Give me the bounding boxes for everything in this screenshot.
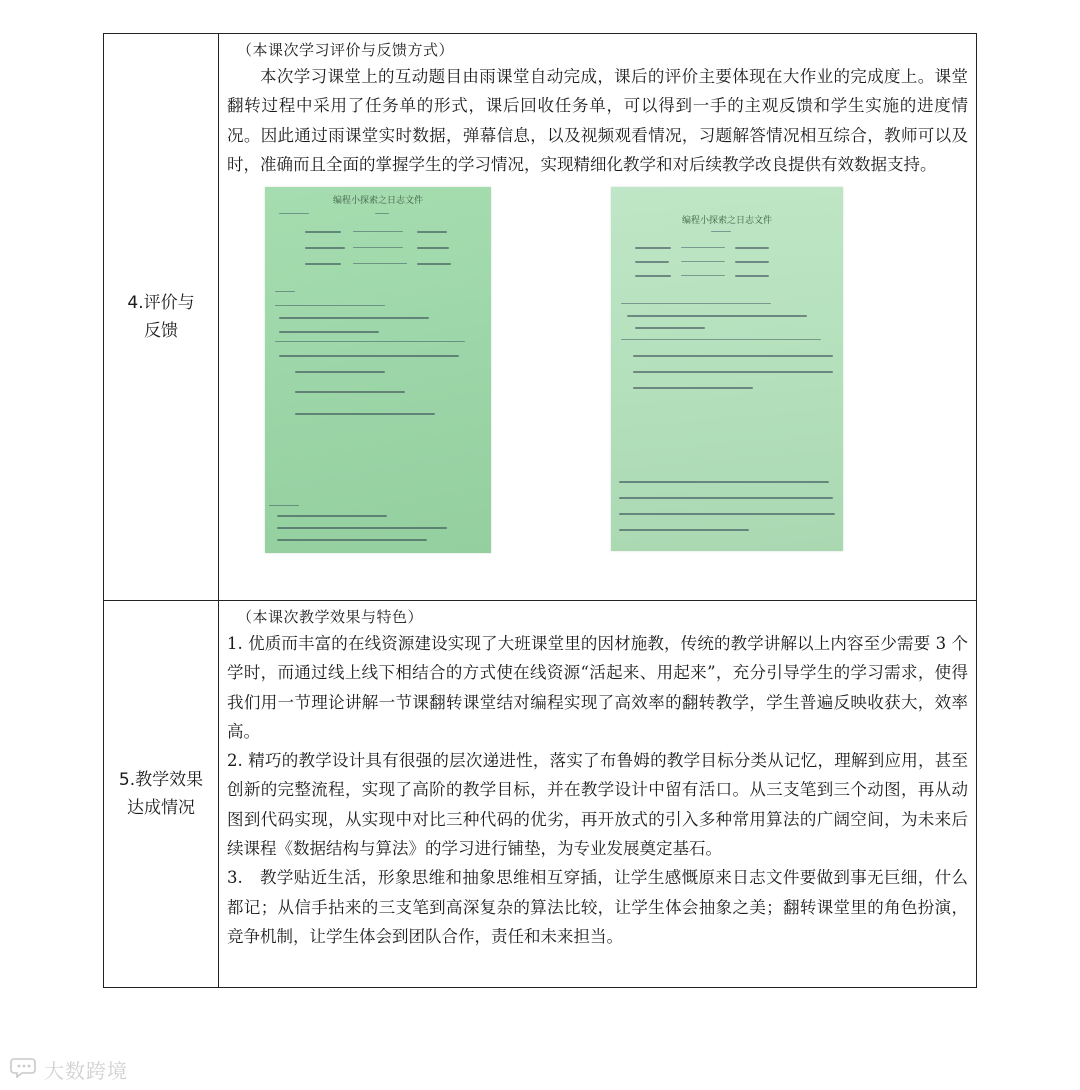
task-sheet-photo-left [265,187,491,553]
teaching-effect-point-2: 2. 精巧的教学设计具有很强的层次递进性，落实了布鲁姆的教学目标分类从记忆，理解到应用，甚至创新的完整流程，实现了高阶的教学目标，并在教学设计中留有活口。从三支笔到三个动图，再从动图到代码实现，从实现中对比三种代码的优劣，再开放式的引入多种常用算法的广阔空间，为未来后续课程《数据结构与算法》的学习进行铺垫，为专业发展奠定基石。 [227,751,968,859]
teaching-effect-label-line1: 5.教学效果 [118,770,204,790]
document-table [103,33,977,988]
evaluation-label-cell [104,34,219,601]
task-sheet-photo-right [611,187,843,551]
evaluation-row [104,34,977,601]
chat-bubble-logo-icon [10,1056,40,1083]
teaching-effect-heading: （本课次教学效果与特色） [237,608,424,626]
evaluation-paragraph: 本次学习课堂上的互动题目由雨课堂自动完成，课后的评价主要体现在大作业的完成度上。课堂翻转过程中采用了任务单的形式，课后回收任务单，可以得到一手的主观反馈和学生实施的进度情况。因此通过雨课堂实时数据，弹幕信息，以及视频观看情况，习题解答情况相互综合，教师可以及时，准确而且全面的掌握学生的学习情况，实现精细化教学和对后续教学改良提供有效数据支持。 [227,67,968,174]
evaluation-label-line1: 4.评价与 [127,293,195,313]
teaching-effect-label-line2: 达成情况 [127,798,195,818]
photo-left-title: 编程小探索之日志文件 [332,196,423,207]
watermark-text: 大数跨境 [44,1059,128,1083]
evaluation-content-cell [219,34,977,601]
teaching-effect-content-cell [219,601,977,988]
photo-right-title: 编程小探索之日志文件 [681,216,772,227]
teaching-effect-row [104,601,977,988]
watermark [10,1055,128,1084]
evaluation-label-line2: 反馈 [144,321,178,341]
evaluation-heading: （本课次学习评价与反馈方式） [237,41,455,59]
teaching-effect-label-cell [104,601,219,988]
teaching-effect-point-3: 3. 教学贴近生活，形象思维和抽象思维相互穿插，让学生感慨原来日志文件要做到事无巨细，什么都记；从信手拈来的三支笔到高深复杂的算法比较，让学生体会抽象之美；翻转课堂里的角色扮演，竞争机制，让学生体会到团队合作，责任和未来担当。 [227,868,968,946]
task-sheet-photos [227,187,968,557]
teaching-effect-point-1: 1. 优质而丰富的在线资源建设实现了大班课堂里的因材施教，传统的教学讲解以上内容至少需要 3 个学时，而通过线上线下相结合的方式使在线资源“活起来、用起来”，充分引导学生的学习需求，使得我们用一节理论讲解一节课翻转课堂结对编程实现了高效率的翻转教学，学生普遍反映收获大，效率高。 [227,634,968,741]
